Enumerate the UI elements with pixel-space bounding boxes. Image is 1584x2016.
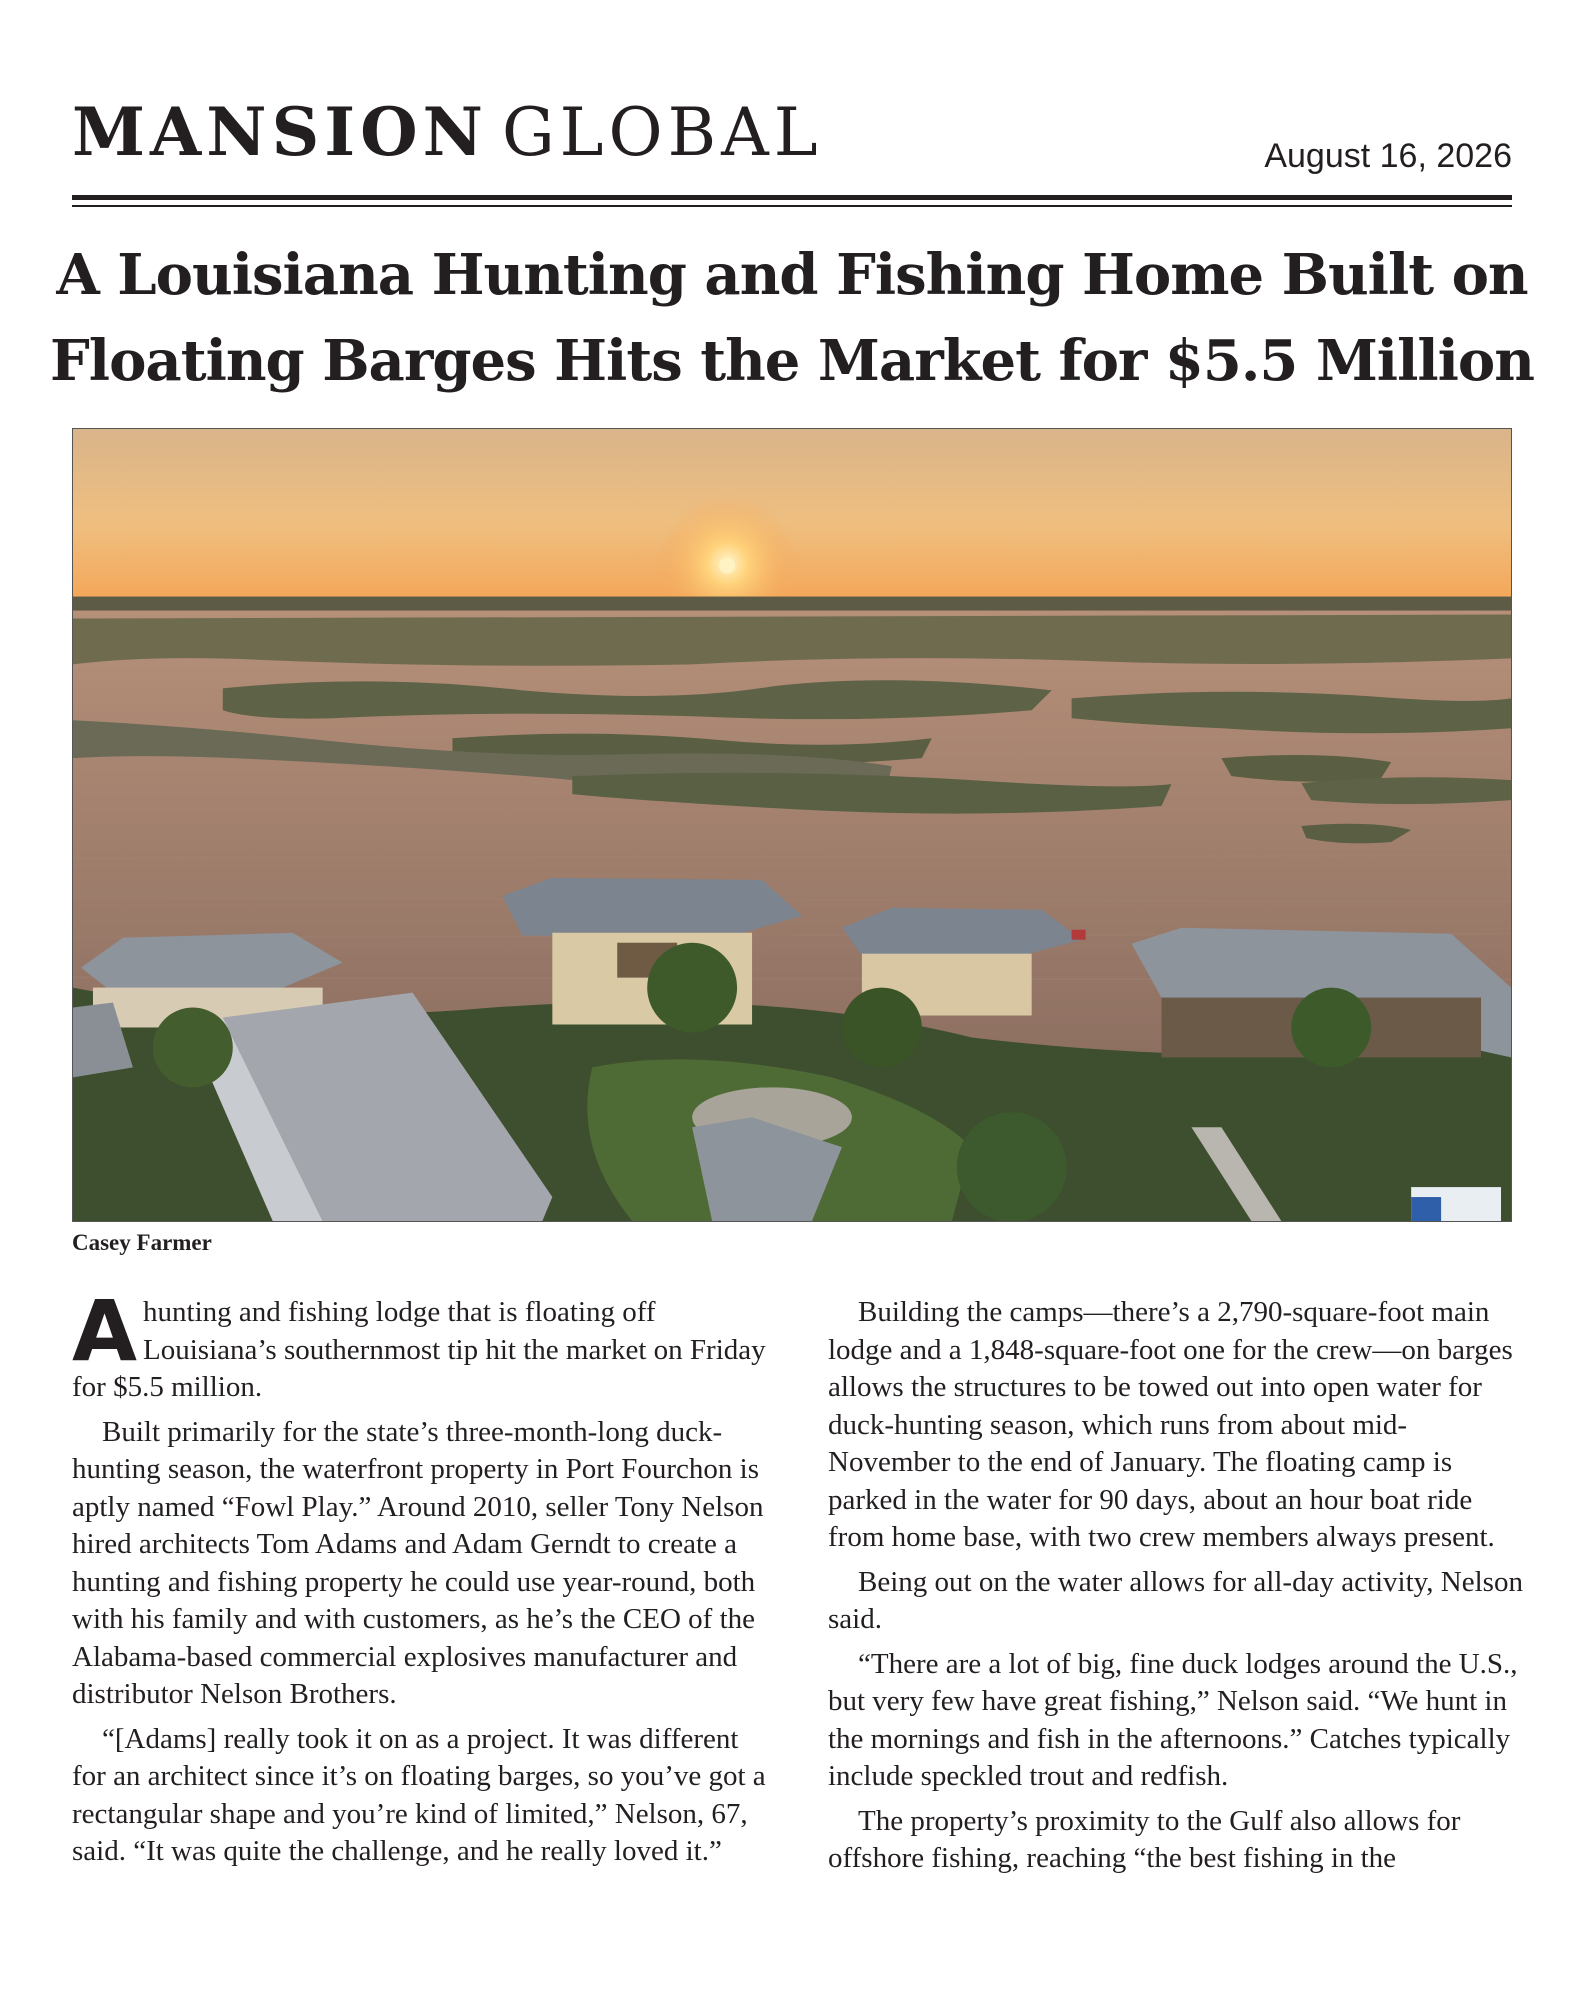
photo-credit: Casey Farmer <box>72 1230 212 1255</box>
paragraph-7: The property’s proximity to the Gulf also allows for offshore fishing, reaching “the best fishing in the <box>828 1804 1461 1874</box>
masthead-rule-thin <box>72 205 1512 207</box>
paragraph-1-text: hunting and fishing lodge that is floating off Louisiana’s southernmost tip hit the market on Friday for $5.5 million. <box>72 1296 766 1403</box>
brand-light: GLOBAL <box>501 94 823 171</box>
paragraph-1 <box>72 1282 772 1407</box>
masthead-rule-thick <box>72 195 1512 200</box>
article-headline: A Louisiana Hunting and Fishing Home Built on Floating Barges Hits the Market for $5.5 Million <box>50 242 1534 394</box>
brand-logo[interactable] <box>72 92 823 173</box>
article-column-left <box>72 1282 772 1878</box>
paragraph-5: Being out on the water allows for all-day activity, Nelson said. <box>828 1565 1523 1635</box>
paragraph-2: Built primarily for the state’s three-month-long duck-hunting season, the waterfront property in Port Fourchon is aptly named “Fowl Play.” Around 2010, seller Tony Nelson hired architects Tom Adams and Adam Gerndt to create a hunting and fishing property he could use year-round, both with his family and with customers, as he’s the CEO of the Alabama-based commercial explosives manufacturer and distributor Nelson Brothers. <box>72 1415 764 1710</box>
article-photo <box>72 428 1512 1222</box>
paragraph-3: “[Adams] really took it on as a project. It was different for an architect since it’s on floating barges, so you’ve got a rectangular shape and you’re kind of limited,” Nelson, 67, said. “It was quite the challenge, and he really loved it.” <box>72 1722 766 1867</box>
brand-bold: MANSION <box>72 93 488 171</box>
sunset-marsh-illustration <box>73 429 1511 1221</box>
paragraph-4: Building the camps—there’s a 2,790-square-foot main lodge and a 1,848-square-foot one for the crew—on barges allows the structures to be towed out into open water for duck-hunting season, which runs from about mid-November to the end of January. The floating camp is parked in the water for 90 days, about an hour boat ride from home base, with two crew members always present. <box>828 1296 1513 1553</box>
masthead <box>72 92 1512 175</box>
paragraph-6: “There are a lot of big, fine duck lodges around the U.S., but very few have great fishing,” Nelson said. “We hunt in the mornings and fish in the afternoons.” Catches typically include speckled trout and redfish. <box>828 1647 1518 1792</box>
article-column-right <box>828 1294 1528 1885</box>
publication-date: August 16, 2026 <box>1264 137 1512 175</box>
drop-cap: A <box>72 1282 138 1380</box>
